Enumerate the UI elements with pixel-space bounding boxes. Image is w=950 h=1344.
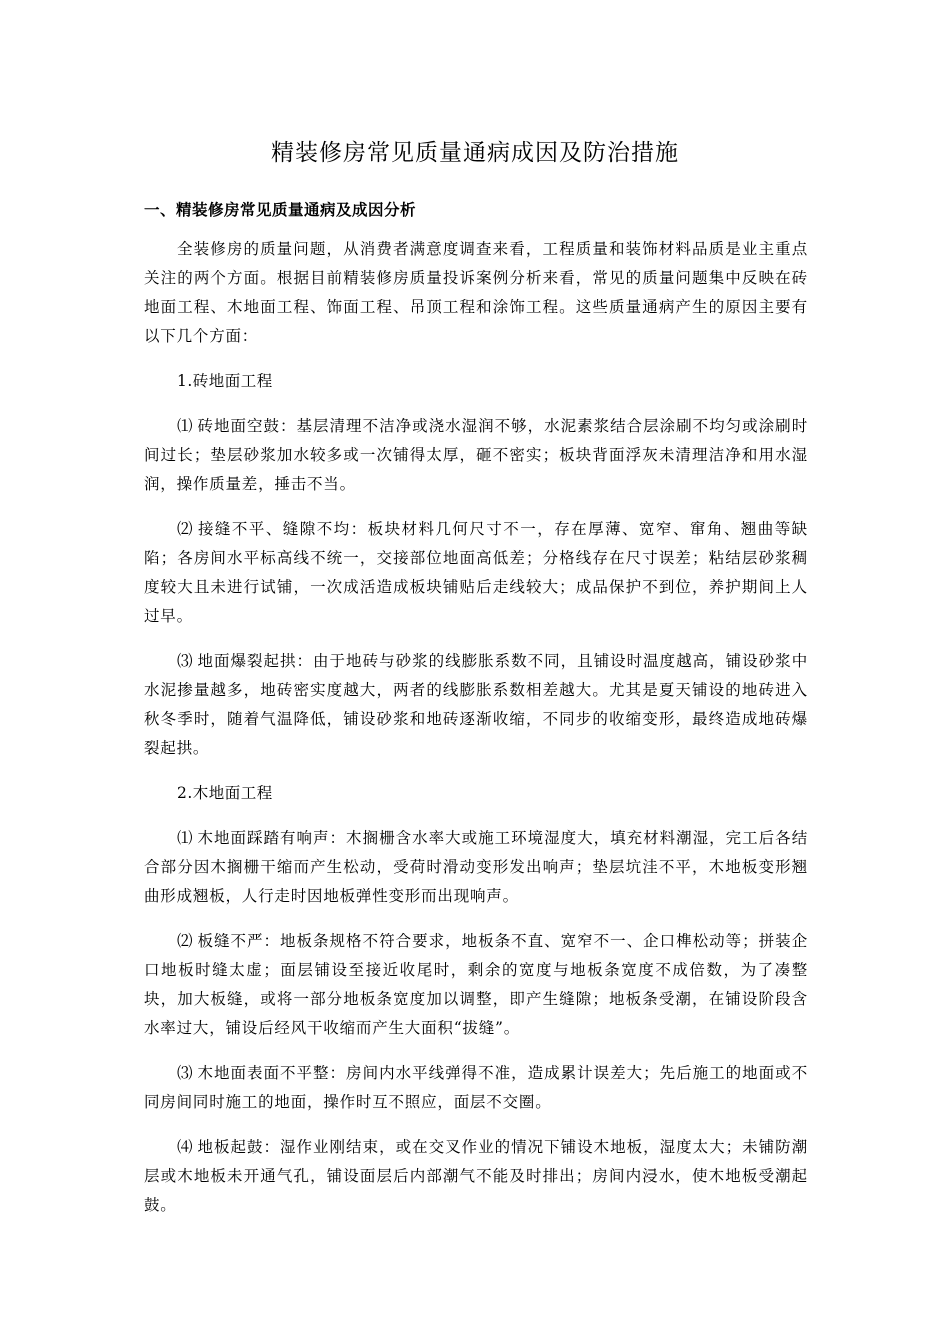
- item-number: ⑴: [177, 829, 194, 847]
- item-number: ⑴: [177, 417, 194, 435]
- tile-floor-item-2: [144, 515, 808, 631]
- wood-floor-item-4: [144, 1133, 808, 1220]
- tile-floor-item-1: [144, 412, 808, 499]
- wood-floor-item-2: [144, 927, 808, 1043]
- section-heading: 一、精装修房常见质量通病及成因分析: [144, 200, 417, 219]
- item-number: ⑷: [177, 1138, 194, 1156]
- subsection-heading-tile-floor: 1.砖地面工程: [177, 372, 273, 390]
- item-number: ⑶: [177, 1064, 194, 1082]
- item-number: ⑶: [177, 652, 194, 670]
- tile-floor-item-3: [144, 647, 808, 763]
- item-text: 板缝不严：地板条规格不符合要求，地板条不直、宽窄不一、企口榫松动等；拼装企口地板时缝太虚；面层铺设至接近收尾时，剩余的宽度与地板条宽度不成倍数，为了凑整块，加大板缝，或将一部分地板条宽度加以调整，即产生缝隙；地板条受潮，在铺设阶段含水率过大，铺设后经风干收缩而产生大面积“拔缝”。: [144, 932, 808, 1037]
- item-text: 地面爆裂起拱：由于地砖与砂浆的线膨胀系数不同，且铺设时温度越高，铺设砂浆中水泥掺量越多，地砖密实度越大，两者的线膨胀系数相差越大。尤其是夏天铺设的地砖进入秋冬季时，随着气温降低，铺设砂浆和地砖逐渐收缩，不同步的收缩变形，最终造成地砖爆裂起拱。: [144, 652, 808, 757]
- intro-paragraph: 全装修房的质量问题，从消费者满意度调查来看，工程质量和装饰材料品质是业主重点关注的两个方面。根据目前精装修房质量投诉案例分析来看，常见的质量问题集中反映在砖地面工程、木地面工程、饰面工程、吊顶工程和涂饰工程。这些质量通病产生的原因主要有以下几个方面：: [144, 240, 808, 345]
- item-text: 木地面表面不平整：房间内水平线弹得不准，造成累计误差大；先后施工的地面或不同房间同时施工的地面，操作时互不照应，面层不交圈。: [144, 1064, 808, 1111]
- item-number: ⑵: [177, 520, 194, 538]
- item-number: ⑵: [177, 932, 194, 950]
- document-title: 精装修房常见质量通病成因及防治措施: [271, 140, 679, 166]
- subsection-heading-wood-floor: 2.木地面工程: [177, 784, 273, 802]
- item-text: 地板起鼓：湿作业刚结束，或在交叉作业的情况下铺设木地板，湿度太大；未铺防潮层或木地板未开通气孔，铺设面层后内部潮气不能及时排出；房间内浸水，使木地板受潮起鼓。: [144, 1138, 808, 1214]
- item-text: 木地面踩踏有响声：木搁栅含水率大或施工环境湿度大，填充材料潮湿，完工后各结合部分因木搁栅干缩而产生松动，受荷时滑动变形发出响声；垫层坑洼不平，木地板变形翘曲形成翘板，人行走时因地板弹性变形而出现响声。: [144, 829, 808, 905]
- wood-floor-item-1: [144, 824, 808, 911]
- item-text: 砖地面空鼓：基层清理不洁净或浇水湿润不够，水泥素浆结合层涂刷不均匀或涂刷时间过长；垫层砂浆加水较多或一次铺得太厚，砸不密实；板块背面浮灰未清理洁净和用水湿润，操作质量差，捶击不当。: [144, 417, 808, 493]
- item-text: 接缝不平、缝隙不均：板块材料几何尺寸不一，存在厚薄、宽窄、窜角、翘曲等缺陷；各房间水平标高线不统一，交接部位地面高低差；分格线存在尺寸误差；粘结层砂浆稠度较大且未进行试铺，一次成活造成板块铺贴后走线较大；成品保护不到位，养护期间上人过早。: [144, 520, 808, 625]
- document-body: [144, 235, 808, 1236]
- wood-floor-item-3: [144, 1059, 808, 1117]
